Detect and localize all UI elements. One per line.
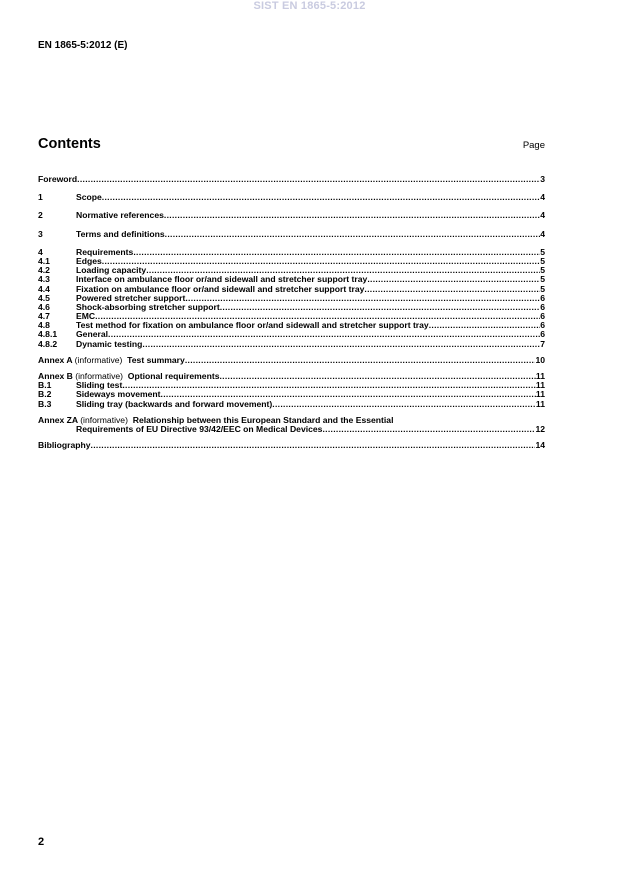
toc-page: 6 (540, 293, 545, 303)
toc-title: Requirements of EU Directive 93/42/EEC on Medical Devices (76, 424, 323, 434)
table-of-contents (38, 175, 545, 450)
toc-entry-general[interactable] (38, 330, 545, 339)
toc-number: 4.4 (38, 284, 50, 294)
toc-entry-annex-b[interactable] (38, 372, 545, 381)
toc-title: Terms and definitions (76, 229, 165, 239)
toc-number: 4.1 (38, 256, 50, 266)
toc-entry-sliding-test[interactable] (38, 381, 545, 390)
toc-number: 4.5 (38, 293, 50, 303)
toc-title: Normative references (76, 211, 164, 221)
toc-entry-annex-a[interactable] (38, 356, 545, 365)
toc-title: Scope (76, 193, 102, 203)
toc-number: 3 (38, 229, 43, 239)
leader-dots (364, 285, 540, 294)
leader-dots (161, 390, 536, 399)
annex-title: Relationship between this European Standard and the Essential (132, 415, 394, 425)
toc-title: Loading capacity (76, 266, 147, 276)
toc-title: Foreword (38, 175, 78, 184)
toc-title: Sliding tray (backwards and forward movement) (76, 399, 273, 409)
toc-number: 4.3 (38, 275, 50, 285)
toc-entry-bibliography[interactable] (38, 441, 545, 450)
toc-page: 3 (540, 175, 545, 184)
annex-label: Annex ZA (38, 415, 78, 425)
toc-number: 4.7 (38, 312, 50, 322)
toc-entry-normative-references[interactable] (38, 211, 545, 220)
toc-number: B.2 (38, 390, 52, 400)
toc-title: Sideways movement (76, 390, 161, 400)
leader-dots (102, 193, 540, 202)
toc-entry-sideways-movement[interactable] (38, 390, 545, 399)
toc-number: B.1 (38, 381, 52, 391)
toc-page: 6 (540, 330, 545, 340)
toc-page: 4 (540, 193, 545, 203)
toc-page: 11 (535, 372, 545, 381)
toc-entry-emc[interactable] (38, 312, 545, 321)
toc-page: 4 (540, 211, 545, 221)
toc-entry-edges[interactable] (38, 257, 545, 266)
leader-dots (185, 294, 540, 303)
toc-page: 6 (540, 302, 545, 312)
toc-page: 12 (535, 424, 545, 434)
leader-dots (322, 425, 535, 434)
annex-status: (informative) (75, 372, 124, 381)
toc-number: 4.8.1 (38, 330, 58, 340)
toc-number: B.3 (38, 399, 52, 409)
toc-title (38, 416, 393, 425)
toc-title: Test method for fixation on ambulance floor or/and sidewall and stretcher support tray (76, 321, 429, 331)
page-column-label: Page (522, 140, 545, 151)
toc-entry-scope[interactable] (38, 193, 545, 202)
leader-dots (272, 400, 536, 409)
page-number: 2 (38, 836, 45, 848)
toc-page: 7 (540, 339, 545, 349)
toc-page: 11 (535, 381, 545, 391)
annex-title: Test summary (127, 355, 185, 365)
toc-number: 4.2 (38, 266, 50, 276)
leader-dots (91, 441, 536, 450)
toc-number: 4.6 (38, 302, 50, 312)
leader-dots (133, 248, 540, 257)
toc-entry-foreword[interactable] (38, 175, 545, 184)
toc-title: Edges (76, 256, 102, 266)
leader-dots (102, 257, 540, 266)
annex-label: Annex A (38, 355, 73, 365)
toc-entry-terms-and-definitions[interactable] (38, 230, 545, 239)
toc-page: 11 (535, 390, 545, 400)
toc-title: Fixation on ambulance floor or/and sidewall and stretcher support tray (76, 284, 365, 294)
toc-entry-fixation[interactable] (38, 285, 545, 294)
toc-title: Sliding test (76, 381, 123, 391)
toc-entry-powered-stretcher-support[interactable] (38, 294, 545, 303)
toc-number: 4.8 (38, 321, 50, 331)
leader-dots (95, 312, 540, 321)
toc-title: Bibliography (38, 441, 91, 451)
leader-dots (122, 381, 536, 390)
leader-dots (146, 266, 540, 275)
toc-title: General (76, 330, 109, 340)
toc-entry-loading-capacity[interactable] (38, 266, 545, 275)
toc-title (38, 356, 185, 365)
annex-status: (informative) (80, 415, 128, 425)
toc-title: Shock-absorbing stretcher support (76, 302, 220, 312)
toc-page: 5 (540, 266, 545, 276)
toc-page: 5 (540, 284, 545, 294)
leader-dots (164, 211, 540, 220)
toc-title: Dynamic testing (76, 339, 143, 349)
toc-page: 5 (540, 275, 545, 285)
leader-dots (367, 275, 540, 284)
toc-number: 4 (38, 247, 43, 257)
leader-dots (142, 340, 540, 349)
toc-entry-annex-za-line2[interactable] (38, 425, 545, 434)
toc-number: 2 (38, 211, 43, 221)
leader-dots (77, 175, 540, 184)
toc-entry-requirements[interactable] (38, 248, 545, 257)
toc-page: 4 (540, 229, 545, 239)
toc-page: 10 (535, 355, 545, 365)
annex-status: (informative) (74, 355, 123, 365)
leader-dots (429, 321, 541, 330)
toc-title: Powered stretcher support (76, 293, 186, 303)
toc-title: Interface on ambulance floor or/and sidewall and stretcher support tray (76, 275, 368, 285)
contents-heading: Contents (38, 136, 101, 152)
toc-page: 6 (540, 312, 545, 322)
toc-number: 4.8.2 (38, 339, 58, 349)
leader-dots (220, 303, 540, 312)
document-id: EN 1865-5:2012 (E) (38, 40, 128, 51)
toc-page: 14 (535, 441, 545, 451)
watermark: SIST EN 1865-5:2012 (253, 0, 366, 12)
toc-page: 6 (540, 321, 545, 331)
toc-page: 5 (540, 247, 545, 257)
toc-page: 5 (540, 256, 545, 266)
toc-entry-sliding-tray[interactable] (38, 400, 545, 409)
toc-number: 1 (38, 193, 43, 203)
toc-entry-interface[interactable] (38, 275, 545, 284)
toc-title (38, 372, 219, 381)
annex-label: Annex B (38, 372, 73, 381)
toc-page: 11 (535, 399, 545, 409)
leader-dots (165, 230, 541, 239)
toc-entry-shock-absorbing[interactable] (38, 303, 545, 312)
leader-dots (219, 372, 535, 381)
toc-title: Requirements (76, 247, 134, 257)
toc-entry-test-method[interactable] (38, 321, 545, 330)
toc-entry-annex-za-line1[interactable] (38, 416, 545, 425)
leader-dots (185, 356, 536, 365)
leader-dots (108, 330, 540, 339)
toc-entry-dynamic-testing[interactable] (38, 340, 545, 349)
toc-title: EMC (76, 312, 96, 322)
annex-title: Optional requirements (127, 372, 220, 381)
